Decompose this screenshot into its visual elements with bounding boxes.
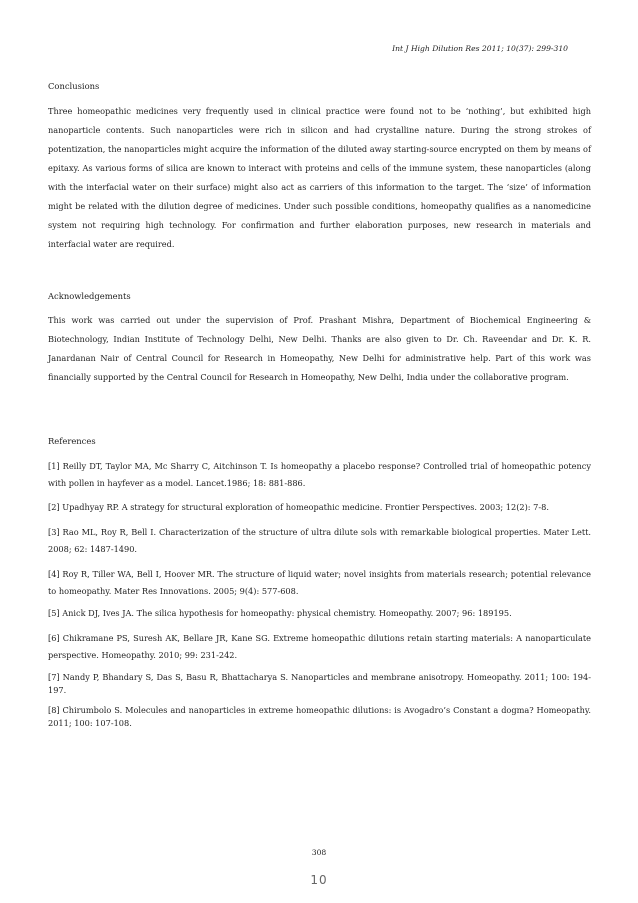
reference-item-5: [5] Anick DJ, Ives JA. The silica hypothesis for homeopathy: physical chemistry. Homeopathy. 2007; 96: 189195. — [48, 608, 512, 618]
conclusions-heading: Conclusions — [48, 81, 100, 91]
reference-item-1: [1] Reilly DT, Taylor MA, Mc Sharry C, Aitchinson T. Is homeopathy a placebo response? Controlled trial of homeopathic potency with pollen in hayfever as a model. Lancet.1986; 18: 881-886. — [48, 461, 591, 488]
reference-item-6: [6] Chikramane PS, Suresh AK, Bellare JR, Kane SG. Extreme homeopathic dilutions retain starting materials: A nanoparticulate perspective. Homeopathy. 2010; 99: 231-242. — [48, 633, 591, 660]
reference-item-7: [7] Nandy P, Bhandary S, Das S, Basu R, Bhattacharya S. Nanoparticles and membrane anisotropy. Homeopathy. 2011; 100: 194-197. — [48, 672, 591, 695]
references-heading: References — [48, 436, 96, 446]
page-number: 308 — [311, 848, 327, 857]
reference-item-2: [2] Upadhyay RP. A strategy for structural exploration of homeopathic medicine. Frontier Perspectives. 2003; 12(2): 7-8. — [48, 502, 549, 512]
reference-item-8: [8] Chirumbolo S. Molecules and nanoparticles in extreme homeopathic dilutions: is Avogadro’s Constant a dogma? Homeopathy. 2011; 100: 107-108. — [48, 705, 591, 728]
acknowledgements-heading: Acknowledgements — [48, 291, 131, 301]
journal-citation-header: Int J High Dilution Res 2011; 10(37): 299-310 — [392, 44, 568, 53]
acknowledgements-paragraph: This work was carried out under the supervision of Prof. Prashant Mishra, Department of Biochemical Engineering & Biotechnology, Indian Institute of Technology Delhi, New Delhi. Thanks are also given to Dr. Ch. Raveendar and Dr. K. R. Janardanan Nair of Central Council for Research in Homeopathy, New Delhi for administrative help. Part of this work was financially supported by the Central Council for Research in Homeopathy, New Delhi, India under the collaborative program. — [48, 315, 591, 382]
slide-number: 10 — [310, 873, 328, 887]
reference-item-4: [4] Roy R, Tiller WA, Bell I, Hoover MR. The structure of liquid water; novel insights from materials research; potential relevance to homeopathy. Mater Res Innovations. 2005; 9(4): 577-608. — [48, 569, 591, 596]
conclusions-paragraph: Three homeopathic medicines very frequently used in clinical practice were found not to be ‘nothing’, but exhibited high nanoparticle contents. Such nanoparticles were rich in silicon and had crystalline nature. During the strong strokes of potentization, the nanoparticles might acquire the information of the diluted away starting-source encrypted on them by means of epitaxy. As various forms of silica are known to interact with proteins and cells of the immune system, these nanoparticles (along with the interfacial water on their surface) might also act as carriers of this information to the target. The ‘size’ of information might be related with the dilution degree of medicines. Under such possible conditions, homeopathy qualifies as a nanomedicine system not requiring high technology. For confirmation and further elaboration purposes, new research in materials and interfacial water are required. — [48, 106, 591, 249]
reference-item-3: [3] Rao ML, Roy R, Bell I. Characterization of the structure of ultra dilute sols with remarkable biological properties. Mater Lett. 2008; 62: 1487-1490. — [48, 527, 591, 554]
